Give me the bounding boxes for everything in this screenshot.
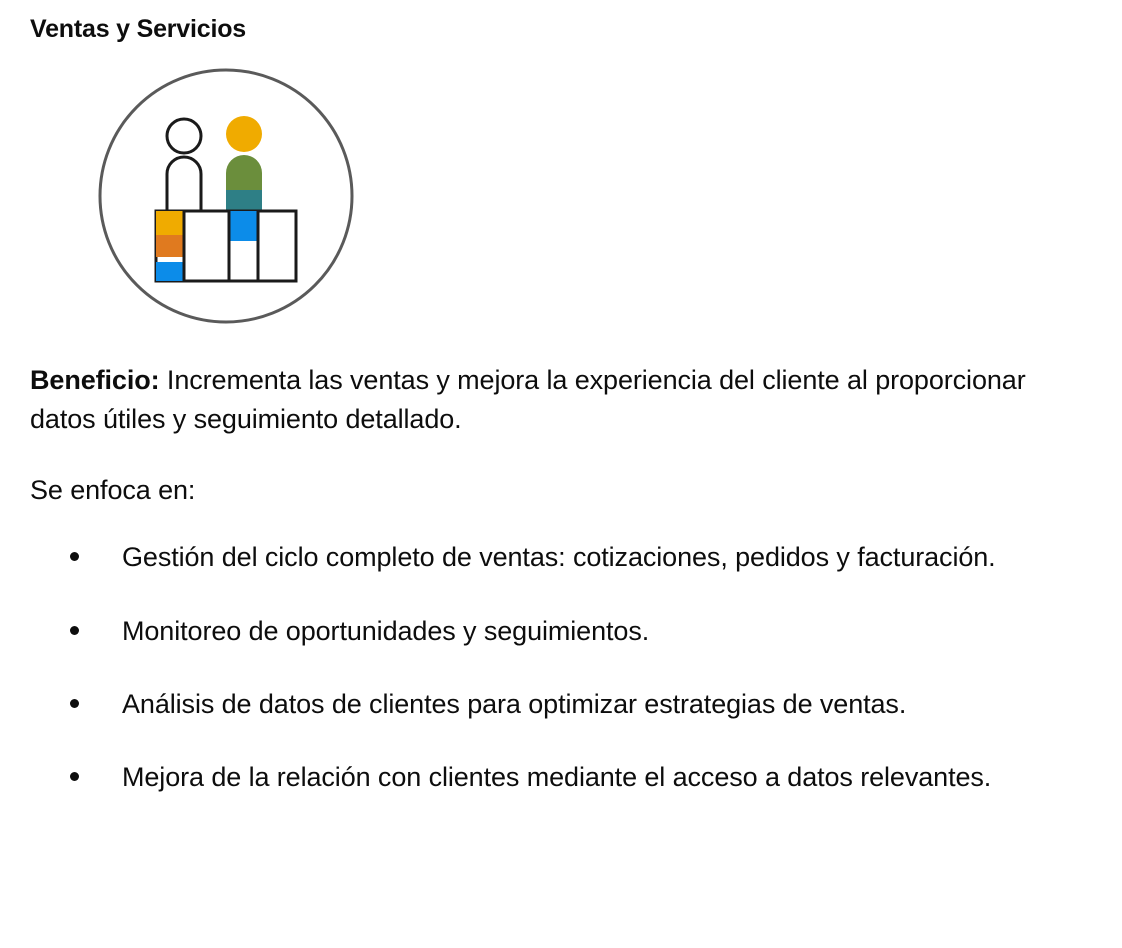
bullet-dot-icon [70, 772, 79, 781]
list-item [30, 758, 1092, 797]
benefit-paragraph [30, 361, 1090, 439]
focus-intro: Se enfoca en: [30, 475, 196, 506]
list-item-label: Gestión del ciclo completo de ventas: cotizaciones, pedidos y facturación. [122, 542, 996, 573]
list-item-label: Monitoreo de oportunidades y seguimientos. [122, 615, 650, 646]
list-item [30, 612, 1092, 651]
page-title: Ventas y Servicios [30, 15, 246, 43]
list-item [30, 685, 1092, 724]
benefit-label: Beneficio: [30, 365, 160, 395]
bullet-dot-icon [70, 626, 79, 635]
focus-bullet-list [30, 538, 1092, 797]
list-item [30, 538, 1092, 577]
benefit-text: Incrementa las ventas y mejora la experiencia del cliente al proporcionar datos útiles y seguimiento detallado. [30, 365, 1026, 435]
sales-service-counter-icon [96, 66, 1092, 331]
bullet-dot-icon [70, 552, 79, 561]
list-item-label: Mejora de la relación con clientes mediante el acceso a datos relevantes. [122, 761, 992, 792]
list-item-label: Análisis de datos de clientes para optimizar estrategias de ventas. [122, 688, 907, 719]
bullet-dot-icon [70, 699, 79, 708]
